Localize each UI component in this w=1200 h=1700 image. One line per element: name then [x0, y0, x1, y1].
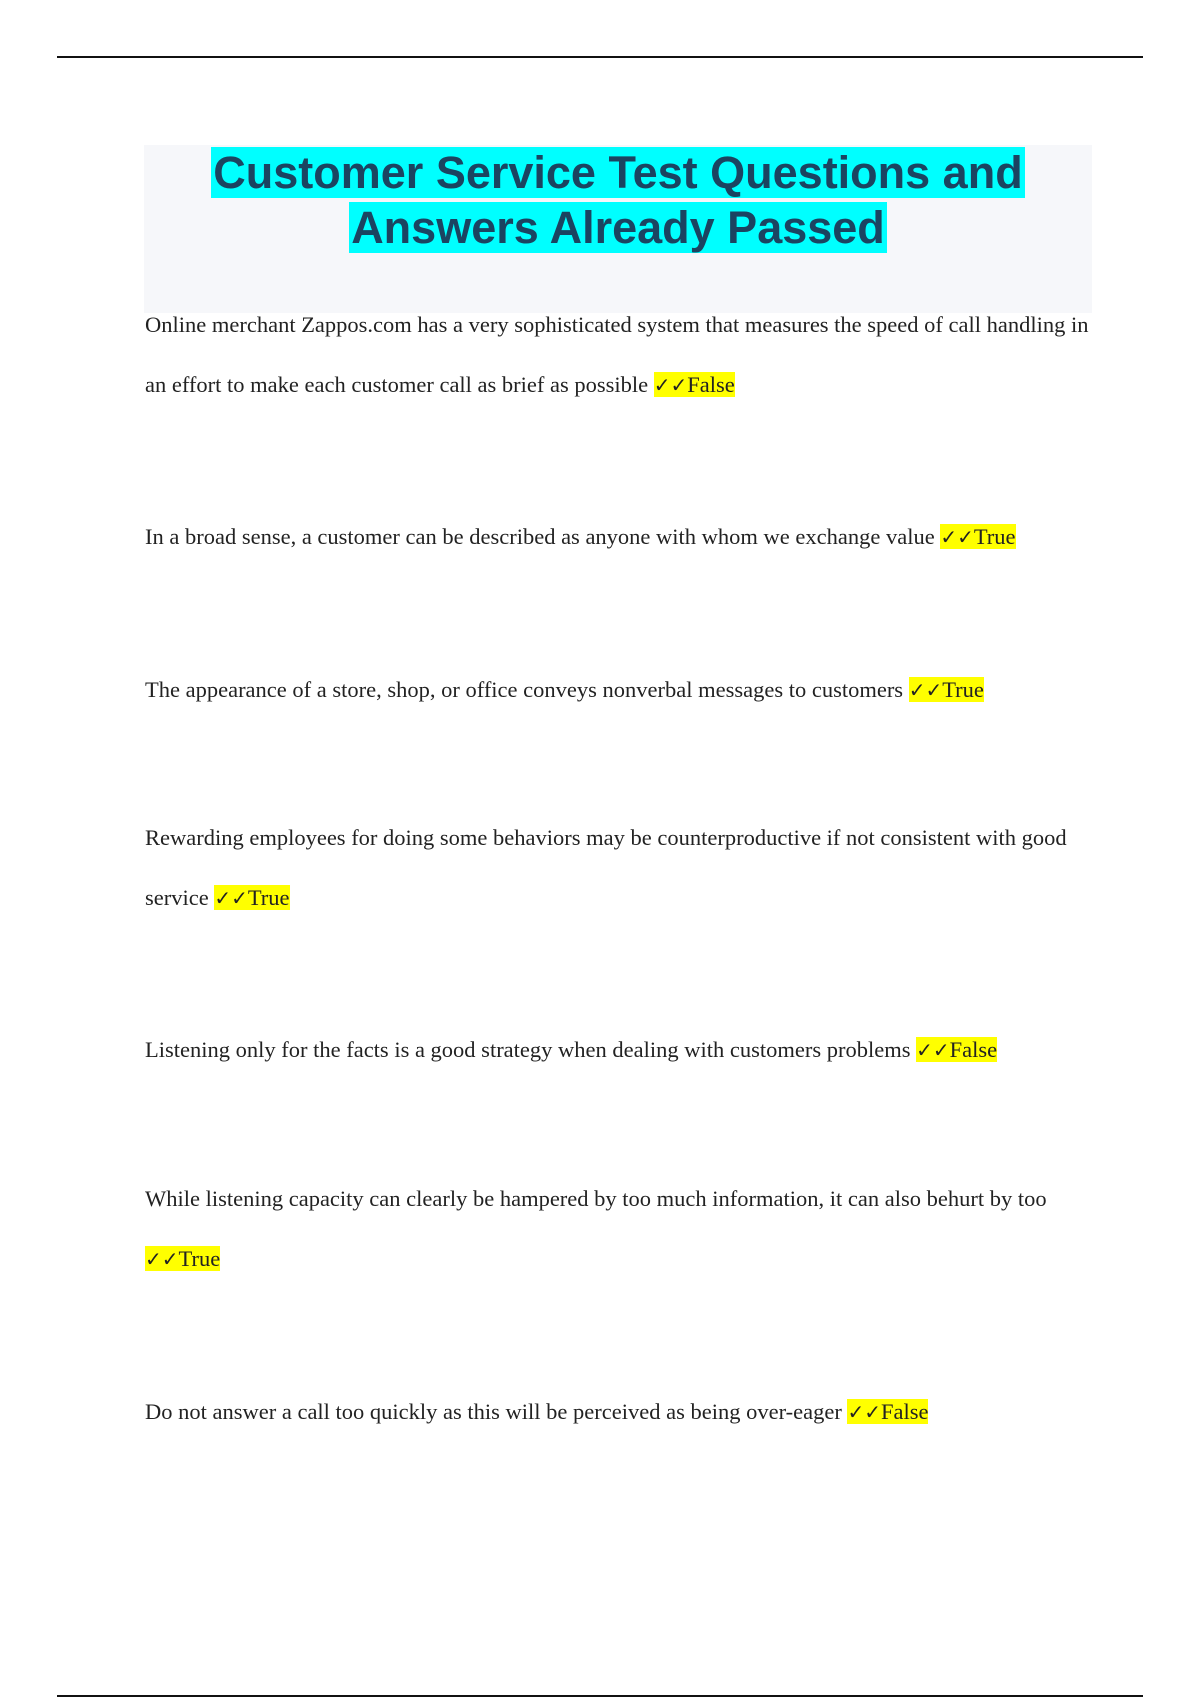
answer-text: True	[973, 524, 1016, 549]
question-text: Rewarding employees for doing some behaviors may be counterproductive if not consistent with good service	[145, 825, 1067, 910]
footer-rule	[57, 1695, 1143, 1697]
check-icon: ✓✓	[847, 1400, 881, 1424]
qa-item-5	[145, 1020, 1100, 1080]
answer-badge	[214, 885, 289, 910]
question-text: Listening only for the facts is a good strategy when dealing with customers problems	[145, 1037, 911, 1062]
answer-badge	[940, 524, 1015, 549]
check-icon: ✓✓	[940, 525, 974, 549]
answer-badge	[145, 1246, 220, 1271]
question-text: Online merchant Zappos.com has a very sophisticated system that measures the speed of call handling in an effort to make each customer call as brief as possible	[145, 312, 1089, 397]
check-icon: ✓✓	[214, 886, 248, 910]
qa-item-4	[145, 808, 1100, 928]
answer-text: False	[687, 372, 735, 397]
answer-badge	[654, 372, 735, 397]
page-title	[144, 145, 1092, 255]
question-text: In a broad sense, a customer can be described as anyone with whom we exchange value	[145, 524, 935, 549]
answer-badge	[847, 1399, 928, 1424]
check-icon: ✓✓	[908, 678, 943, 702]
answer-badge	[909, 677, 984, 702]
qa-item-6	[145, 1169, 1100, 1289]
qa-item-7	[145, 1382, 1100, 1442]
check-icon: ✓✓	[145, 1247, 179, 1271]
title-block	[144, 145, 1092, 313]
answer-badge	[916, 1037, 997, 1062]
check-icon: ✓✓	[653, 373, 688, 397]
qa-item-1	[145, 295, 1100, 415]
answer-text: False	[880, 1399, 929, 1424]
question-text: Do not answer a call too quickly as this will be perceived as being over-eager	[145, 1399, 842, 1424]
answer-text: False	[949, 1037, 998, 1062]
answer-text: True	[178, 1246, 221, 1271]
question-text: While listening capacity can clearly be hampered by too much information, it can also behurt by too	[145, 1186, 1047, 1211]
qa-item-2	[145, 507, 1100, 567]
title-line-1: Customer Service Test Questions and	[213, 147, 1023, 198]
qa-item-3	[145, 660, 1100, 720]
check-icon: ✓✓	[916, 1038, 950, 1062]
header-rule	[57, 56, 1143, 58]
answer-text: True	[247, 885, 290, 910]
answer-text: True	[942, 677, 984, 702]
question-text: The appearance of a store, shop, or office conveys nonverbal messages to customers	[145, 677, 904, 702]
title-line-2: Answers Already Passed	[351, 202, 885, 253]
